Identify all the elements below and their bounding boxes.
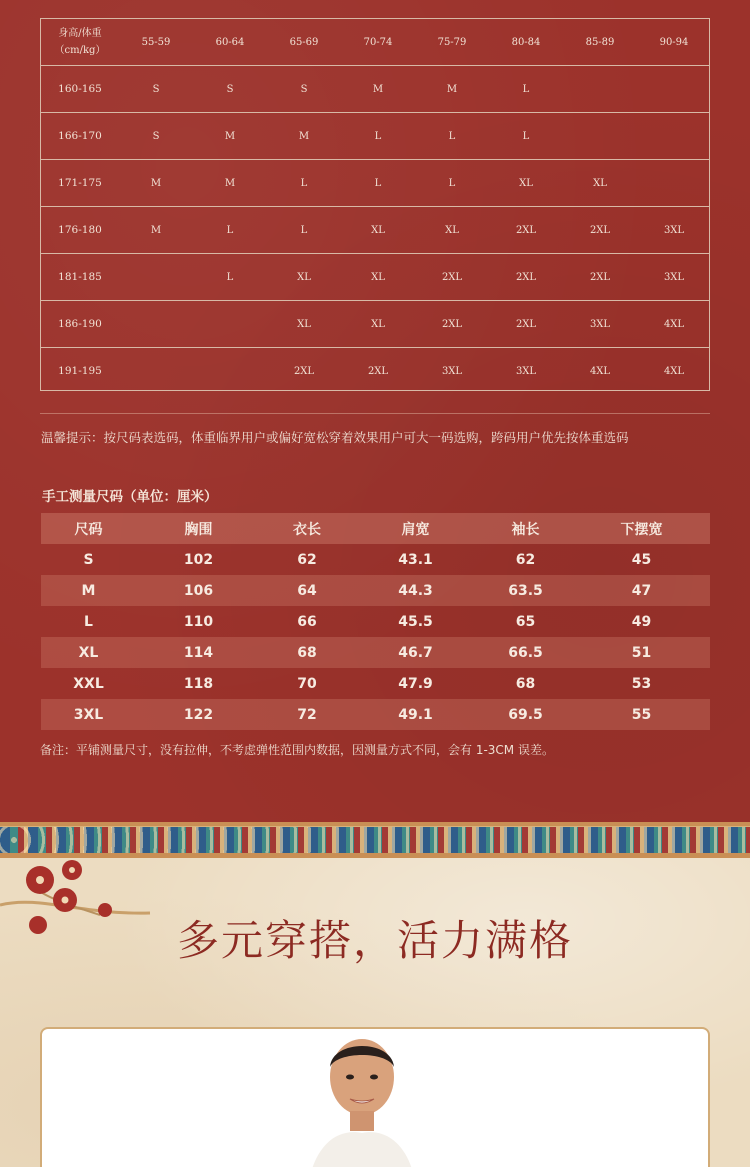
size-cell: M [224, 130, 236, 142]
measure-cell: 68 [515, 675, 536, 692]
size-cell: 2XL [589, 224, 611, 236]
measurement-note: 备注：平铺测量尺寸，没有拉伸，不考虑弹性范围内数据，因测量方式不同，会有 1-3CM 误差。 [40, 743, 554, 757]
measure-cell: XXL [73, 675, 104, 692]
size-cell: L [448, 177, 456, 189]
measure-cell: 114 [183, 644, 214, 661]
height-weight-header [41, 19, 119, 65]
measure-cell: 46.7 [398, 644, 433, 661]
size-cell [193, 301, 267, 347]
measure-cell: M [81, 582, 96, 599]
weight-header-cell: 90-94 [659, 36, 689, 48]
size-cell: L [300, 224, 308, 236]
measure-cell: 66 [297, 613, 317, 630]
measure-cell: 62 [297, 551, 317, 568]
measure-row [41, 575, 710, 606]
measure-row [41, 668, 710, 699]
size-cell: 3XL [515, 365, 537, 377]
slogan-heading: 多元穿搭，活力满格 [176, 916, 573, 965]
divider [40, 413, 710, 414]
height-cell: 171-175 [58, 177, 102, 189]
height-cell: 186-190 [58, 318, 102, 330]
size-cell: XL [519, 177, 533, 189]
weight-header-cell: 85-89 [585, 36, 615, 48]
measure-header-cell: 尺码 [74, 521, 103, 538]
measure-table-title: 手工测量尺码（单位：厘米） [42, 489, 218, 505]
measure-header-cell: 衣长 [293, 521, 321, 538]
size-cell: M [150, 224, 162, 236]
size-table-row [41, 300, 709, 347]
size-cell: 3XL [663, 271, 685, 283]
measure-cell: 64 [297, 582, 317, 599]
measure-cell: 55 [631, 706, 652, 723]
size-cell: M [224, 177, 236, 189]
measure-cell: 69.5 [508, 706, 543, 723]
size-cell: M [372, 83, 384, 95]
size-cell: S [152, 83, 160, 95]
measure-cell: 47 [631, 582, 652, 599]
size-table-row [41, 206, 709, 253]
size-cell [637, 113, 711, 159]
weight-header-cell: 60-64 [215, 36, 245, 48]
size-cell [193, 348, 267, 394]
height-cell: 191-195 [58, 365, 102, 377]
weight-header-cell: 65-69 [289, 36, 319, 48]
weight-header-cell: 75-79 [437, 36, 467, 48]
size-cell: L [448, 130, 456, 142]
size-cell: XL [371, 224, 385, 236]
size-cell: 2XL [441, 271, 463, 283]
measure-cell: 62 [515, 551, 536, 568]
size-tip: 温馨提示：按尺码表选码，体重临界用户或偏好宽松穿着效果用户可大一码选购，跨码用户优先按体重选码 [41, 430, 629, 445]
size-cell: 3XL [441, 365, 463, 377]
size-cell: XL [593, 177, 607, 189]
measure-row [41, 606, 710, 637]
measure-cell: 47.9 [398, 675, 433, 692]
weight-header-cell: 55-59 [141, 36, 171, 48]
measure-cell: 51 [631, 644, 652, 661]
height-cell: 176-180 [58, 224, 102, 236]
height-cell: 181-185 [58, 271, 102, 283]
height-cell: 160-165 [58, 83, 102, 95]
measurement-table [41, 513, 710, 730]
size-cell: M [446, 83, 458, 95]
size-table-row [41, 112, 709, 159]
measure-cell: XL [78, 644, 99, 661]
size-cell: S [152, 130, 160, 142]
measure-cell: 102 [183, 551, 214, 568]
measure-cell: 44.3 [398, 582, 433, 599]
size-table-row [41, 65, 709, 112]
measure-cell: 66.5 [508, 644, 543, 661]
measure-header-cell: 袖长 [511, 521, 540, 538]
measure-row [41, 544, 710, 575]
measure-cell: 63.5 [508, 582, 543, 599]
measure-cell: 45.5 [398, 613, 433, 630]
size-cell: 4XL [663, 318, 685, 330]
measure-cell: 110 [183, 613, 214, 630]
size-table-row [41, 253, 709, 300]
size-cell: 2XL [441, 318, 463, 330]
measure-header-row [41, 513, 710, 544]
measure-cell: 3XL [73, 706, 104, 723]
size-cell: 2XL [589, 271, 611, 283]
size-cell: XL [297, 271, 311, 283]
measure-cell: 72 [297, 706, 317, 723]
size-cell: XL [445, 224, 459, 236]
size-recommendation-table [40, 18, 710, 391]
measure-cell: 106 [183, 582, 214, 599]
size-cell [119, 348, 193, 394]
size-cell: 2XL [515, 271, 537, 283]
model-portrait [312, 1029, 412, 1167]
size-cell: 2XL [515, 318, 537, 330]
size-cell [637, 66, 711, 112]
size-cell: M [150, 177, 162, 189]
size-cell: 2XL [293, 365, 315, 377]
size-cell: L [522, 83, 530, 95]
size-cell [563, 113, 637, 159]
size-cell: L [374, 177, 382, 189]
size-cell: L [300, 177, 308, 189]
size-cell: 4XL [663, 365, 685, 377]
height-cell: 166-170 [58, 130, 102, 142]
model-photo-card [40, 1027, 710, 1167]
measure-cell: 49 [631, 613, 652, 630]
measure-row [41, 637, 710, 668]
measure-header-cell: 胸围 [184, 521, 213, 538]
size-table-row [41, 159, 709, 206]
measure-row [41, 699, 710, 730]
size-cell: L [226, 224, 234, 236]
measure-cell: 43.1 [398, 551, 433, 568]
measure-cell: 68 [297, 644, 317, 661]
size-cell: L [226, 271, 234, 283]
measure-header-cell: 下摆宽 [620, 521, 663, 538]
size-cell [637, 160, 711, 206]
measure-cell: 122 [183, 706, 214, 723]
size-cell [119, 254, 193, 300]
size-cell: XL [371, 318, 385, 330]
size-cell: 3XL [663, 224, 685, 236]
measure-cell: L [84, 613, 93, 630]
measure-cell: 45 [631, 551, 652, 568]
measure-cell: 118 [183, 675, 214, 692]
size-cell [119, 301, 193, 347]
header-unit: （cm/kg） [54, 45, 106, 56]
weight-header-cell: 80-84 [511, 36, 541, 48]
size-cell: 2XL [367, 365, 389, 377]
header-label: 身高/体重 [58, 28, 102, 39]
size-cell: S [226, 83, 234, 95]
measure-cell: 49.1 [398, 706, 433, 723]
size-table-row [41, 347, 709, 394]
size-cell: 3XL [589, 318, 611, 330]
size-cell: 2XL [515, 224, 537, 236]
size-table-header-row [41, 19, 709, 65]
weight-header-cell: 70-74 [363, 36, 393, 48]
measure-header-cell: 肩宽 [401, 521, 430, 538]
size-cell: XL [297, 318, 311, 330]
size-cell: S [300, 83, 308, 95]
measure-cell: 65 [515, 613, 536, 630]
measure-cell: 53 [631, 675, 652, 692]
size-cell: L [374, 130, 382, 142]
size-cell: M [298, 130, 310, 142]
size-cell: L [522, 130, 530, 142]
measure-cell: 70 [297, 675, 317, 692]
size-cell: XL [371, 271, 385, 283]
size-cell [563, 66, 637, 112]
measure-cell: S [83, 551, 94, 568]
size-cell: 4XL [589, 365, 611, 377]
